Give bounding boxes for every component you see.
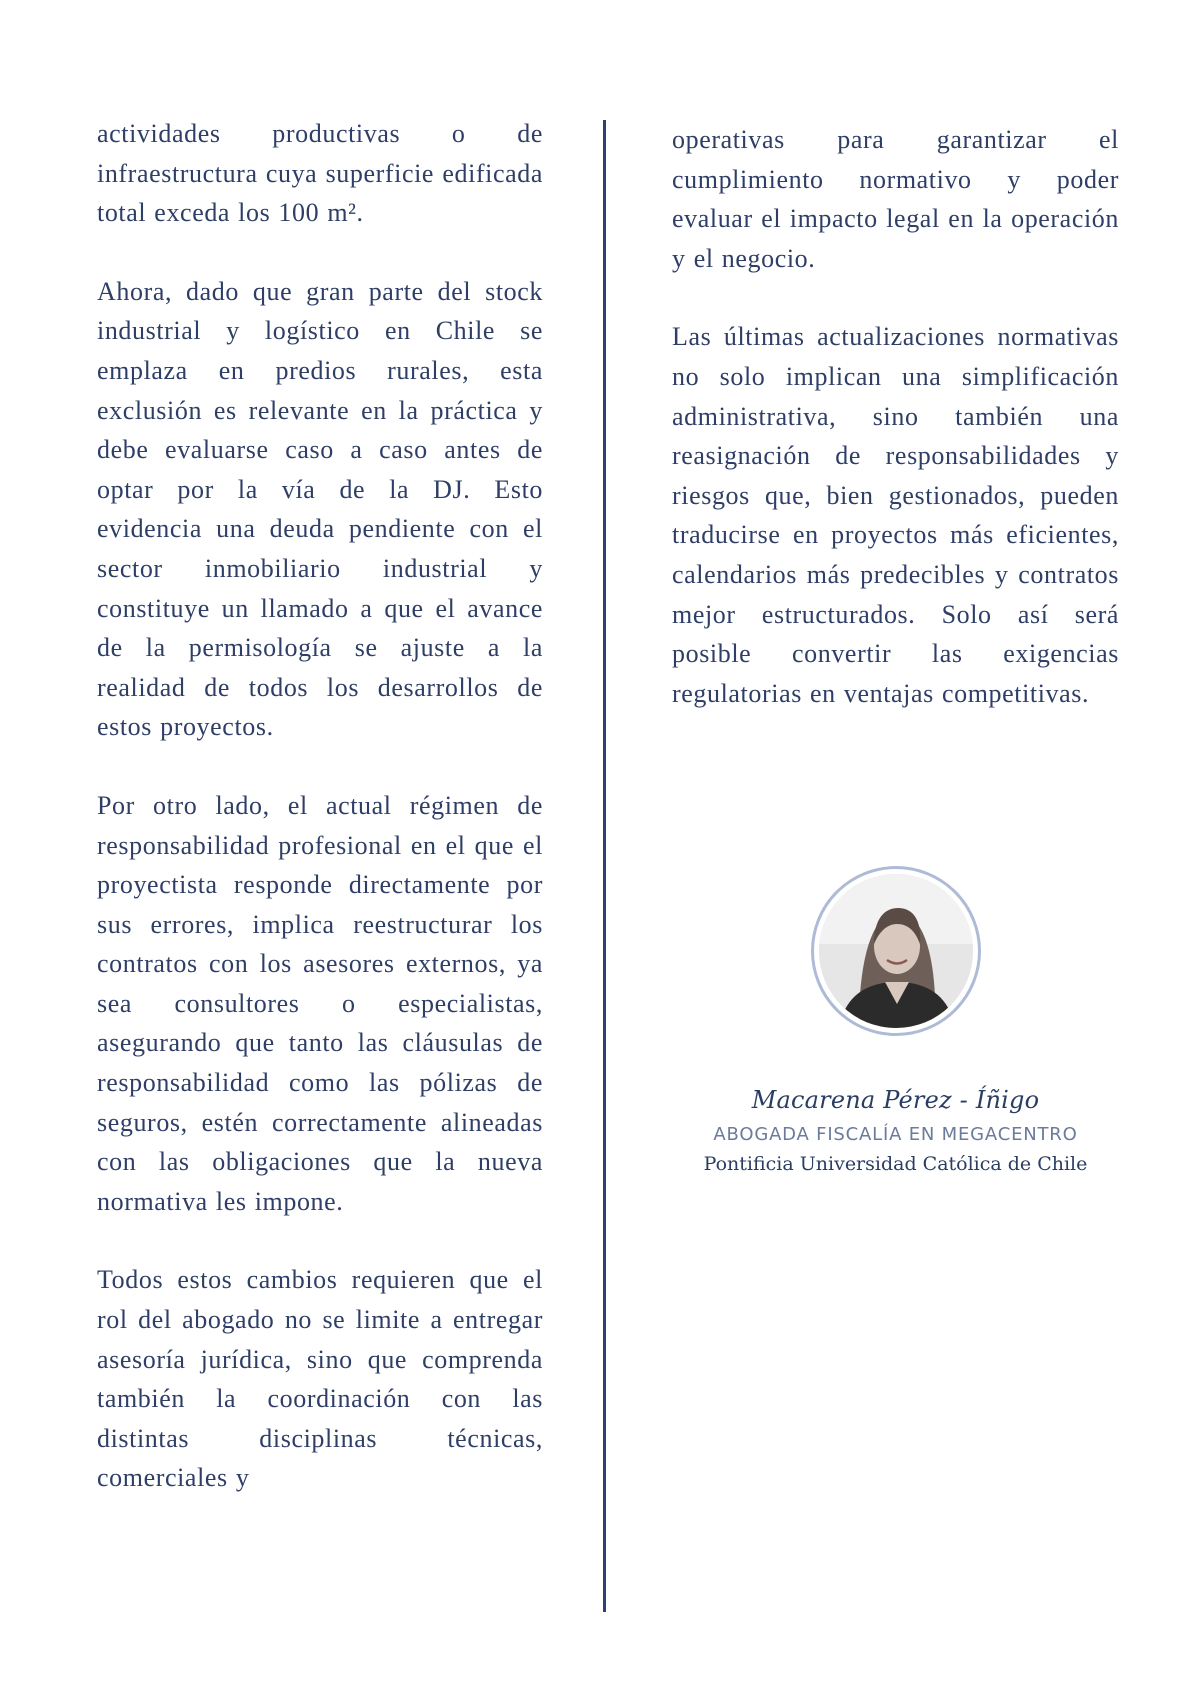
author-card <box>672 866 1119 1175</box>
left-paragraph-4: Todos estos cambios requieren que el rol del abogado no se limite a entregar asesoría jurídica, sino que comprenda también la coordinación con las distintas disciplinas técnicas, comerciales y <box>97 1265 543 1493</box>
author-photo-frame <box>811 866 981 1036</box>
author-role: ABOGADA FISCALÍA EN MEGACENTRO <box>713 1124 1078 1145</box>
author-university: Pontificia Universidad Católica de Chile <box>703 1153 1088 1175</box>
right-paragraph-2: Las últimas actualizaciones normativas no solo implican una simplificación administrativa, sino también una reasignación de responsabilidades y riesgos que, bien gestionados, pueden traducirse en proyectos más eficientes, calendarios más predecibles y contratos mejor estructurados. Solo así será posible convertir las exigencias regulatorias en ventajas competitivas. <box>672 322 1119 708</box>
author-photo-icon <box>819 874 973 1028</box>
right-paragraph-1: operativas para garantizar el cumplimiento normativo y poder evaluar el impacto legal en la operación y el negocio. <box>672 125 1119 273</box>
author-photo <box>819 874 973 1028</box>
column-divider <box>603 120 606 1612</box>
left-column <box>97 114 543 1537</box>
left-paragraph-1: actividades productivas o de infraestructura cuya superficie edificada total exceda los 100 m². <box>97 119 543 228</box>
left-paragraph-3: Por otro lado, el actual régimen de responsabilidad profesional en el que el proyectista responde directamente por sus errores, implica reestructurar los contratos con los asesores externos, ya sea consultores o especialistas, asegurando que tanto las cláusulas de responsabilidad como las pólizas de seguros, estén correctamente alineadas con las obligaciones que la nueva normativa les impone. <box>97 790 543 1216</box>
author-name: Macarena Pérez - Íñigo <box>751 1086 1040 1114</box>
left-paragraph-2: Ahora, dado que gran parte del stock industrial y logístico en Chile se emplaza en predios rurales, esta exclusión es relevante en la práctica y debe evaluarse caso a caso antes de optar por la vía de la DJ. Esto evidencia una deuda pendiente con el sector inmobiliario industrial y constituye un llamado a que el avance de la permisología se ajuste a la realidad de todos los desarrollos de estos proyectos. <box>97 276 543 742</box>
right-column <box>672 120 1119 752</box>
